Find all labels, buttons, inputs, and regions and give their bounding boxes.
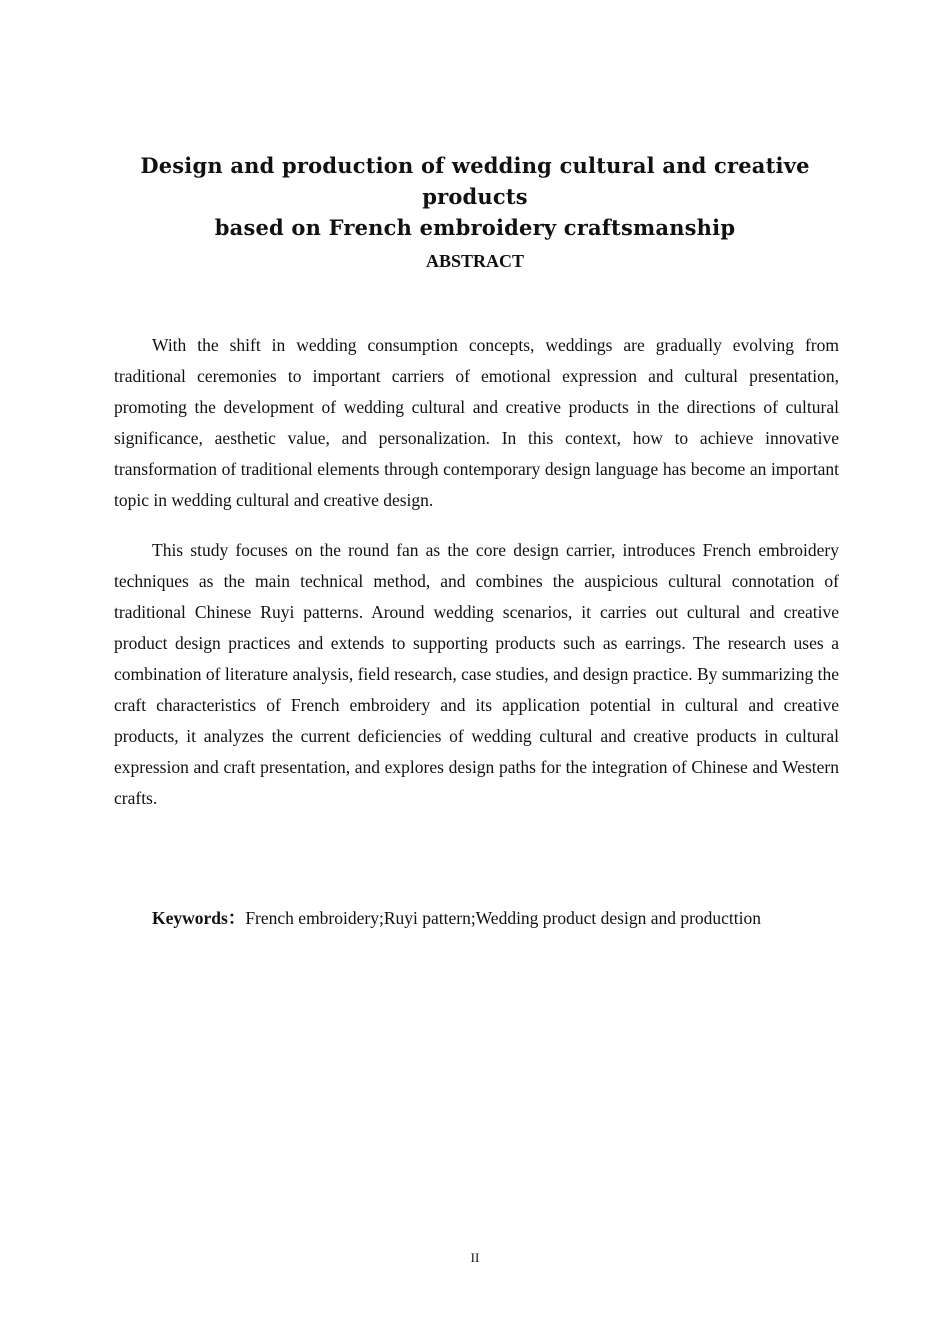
paper-title-line-1: Design and production of wedding cultural and creative products bbox=[140, 153, 810, 209]
page-number: II bbox=[470, 1250, 480, 1265]
abstract-paragraph-1: With the shift in wedding consumption concepts, weddings are gradually evolving from traditional ceremonies to important carriers of emotional expression and cultural presentation, promoting the development of wedding cultural and creative products in the directions of cultural significance, aesthetic value, and personalization. In this context, how to achieve innovative transformation of traditional elements through contemporary design language has become an important topic in wedding cultural and creative design. bbox=[114, 335, 839, 510]
keywords-separator: ： bbox=[227, 908, 246, 928]
keywords-text: French embroidery;Ruyi pattern;Wedding product design and producttion bbox=[245, 908, 762, 928]
abstract-body bbox=[114, 330, 839, 833]
abstract-paragraph-2: This study focuses on the round fan as the core design carrier, introduces French embroidery techniques as the main technical method, and combines the auspicious cultural connotation of traditional Chinese Ruyi patterns. Around wedding scenarios, it carries out cultural and creative product design practices and extends to supporting products such as earrings. The research uses a combination of literature analysis, field research, case studies, and design practice. By summarizing the craft characteristics of French embroidery and its application potential in cultural and creative products, it analyzes the current deficiencies of wedding cultural and creative products in cultural expression and craft presentation, and explores design paths for the integration of Chinese and Western crafts. bbox=[114, 540, 839, 808]
paper-title-line-2: based on French embroidery craftsmanship bbox=[214, 215, 736, 240]
abstract-heading: ABSTRACT bbox=[425, 251, 525, 271]
keywords-line bbox=[152, 903, 761, 934]
paper-title bbox=[110, 150, 840, 243]
keywords-label: Keywords bbox=[152, 908, 228, 928]
